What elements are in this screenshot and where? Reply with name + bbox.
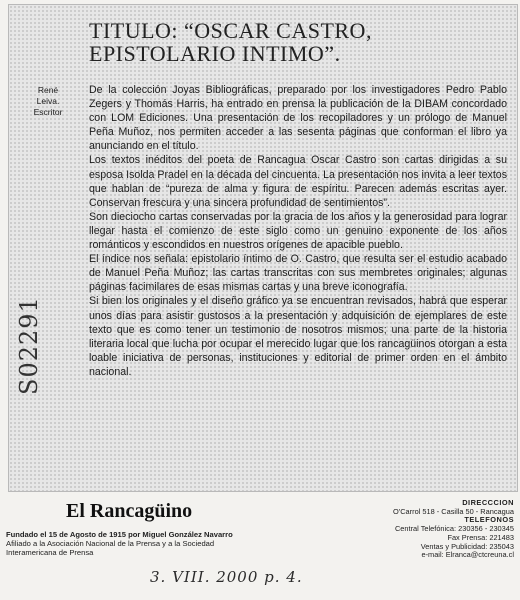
fax-phone: Fax Prensa: 221483 [447, 532, 514, 542]
affiliation-line: Afiliado a la Asociación Nacional de la Prensa y a la Sociedad [6, 539, 215, 548]
author-name-first: René [37, 85, 59, 95]
author-byline [19, 85, 77, 118]
article-paragraph: Son dieciocho cartas conservadas por la gracia de los años y la generosidad para lograr llegar hasta el comienzo de este siglo como un genuino exponente de los años románticos y escondidos en nuestros orígenes de apacible pueblo. [89, 210, 507, 252]
article-paragraph: El índice nos señala: epistolario íntimo de O. Castro, que resulta ser el estudio acabado de Manuel Peña Muñoz; las cartas transcritas con sus membretes originales; algunas páginas facimilares de esas mismas cartas y una breve iconografía. [89, 253, 507, 294]
title-line-2: EPISTOLARIO INTIMO”. [89, 41, 341, 66]
article-paragraph: De la colección Joyas Bibliográficas, preparado por los investigadores Pedro Pablo Zegers y Thomás Harris, ha entrado en prensa la publicación de la DIBAM concordado con LOM Ediciones. Una presentación de los recopiladores y un prólogo de Manuel Peña Muñoz, nos permiten acceder a las sesenta páginas que conforman el libro ya anunciando en el título. [89, 84, 507, 153]
newspaper-clipping [8, 4, 518, 492]
article-paragraph: Si bien los originales y el diseño gráfico ya se encuentran revisados, habrá que esperar unos días para asistir gustosos a la presentación y adquisición de ejemplares de este texto que es como tener un testimonio de nosotros mismos; una parte de la historia literaria local que lucha por ocupar el merecido lugar que los rancagüinos otorgan a esta loable iniciativa de personas, instituciones y editorial de primer orden en el ámbito nacional. [89, 295, 507, 378]
handwritten-date: 3. VIII. 2000 p. 4. [150, 568, 303, 586]
founding-info [6, 530, 286, 557]
newspaper-footer [0, 494, 520, 600]
article-title [89, 19, 509, 65]
email-line: e-mail: Elranca@ctcreuna.cl [421, 550, 514, 560]
author-name-last: Leiva. [36, 96, 60, 106]
founded-line: Fundado el 15 de Agosto de 1915 por Miguel González Navarro [6, 530, 233, 539]
central-phone: Central Telefónica: 230356 - 230345 [394, 524, 514, 534]
title-line-1: TITULO: “OSCAR CASTRO, [89, 18, 372, 43]
telefonos-label: TELEFONOS [464, 515, 514, 525]
handwritten-margin-note: S02291 [15, 296, 43, 395]
direccion-label: DIRECCCION [462, 498, 514, 507]
address-line: O'Carrol 518 - Casilla 50 - Rancagua [393, 506, 514, 516]
author-role: Escritor [33, 107, 63, 117]
contact-block [294, 499, 514, 560]
article-paragraph: Los textos inéditos del poeta de Rancagua Oscar Castro son cartas dirigidas a su esposa Isolda Pradel en la década del cincuenta. La presentación nos invita a leer textos que hablan de “pureza de alma y figura de espíritu. Parecen además escritas ayer. Conservan frescura y una sincera profundidad de sentimientos”. [89, 154, 507, 209]
affiliation-line-2: Interamericana de Prensa [6, 548, 94, 557]
article-body [89, 83, 507, 379]
sales-phone: Ventas y Publicidad: 235043 [420, 541, 514, 551]
newspaper-masthead: El Rancagüino [66, 500, 193, 522]
